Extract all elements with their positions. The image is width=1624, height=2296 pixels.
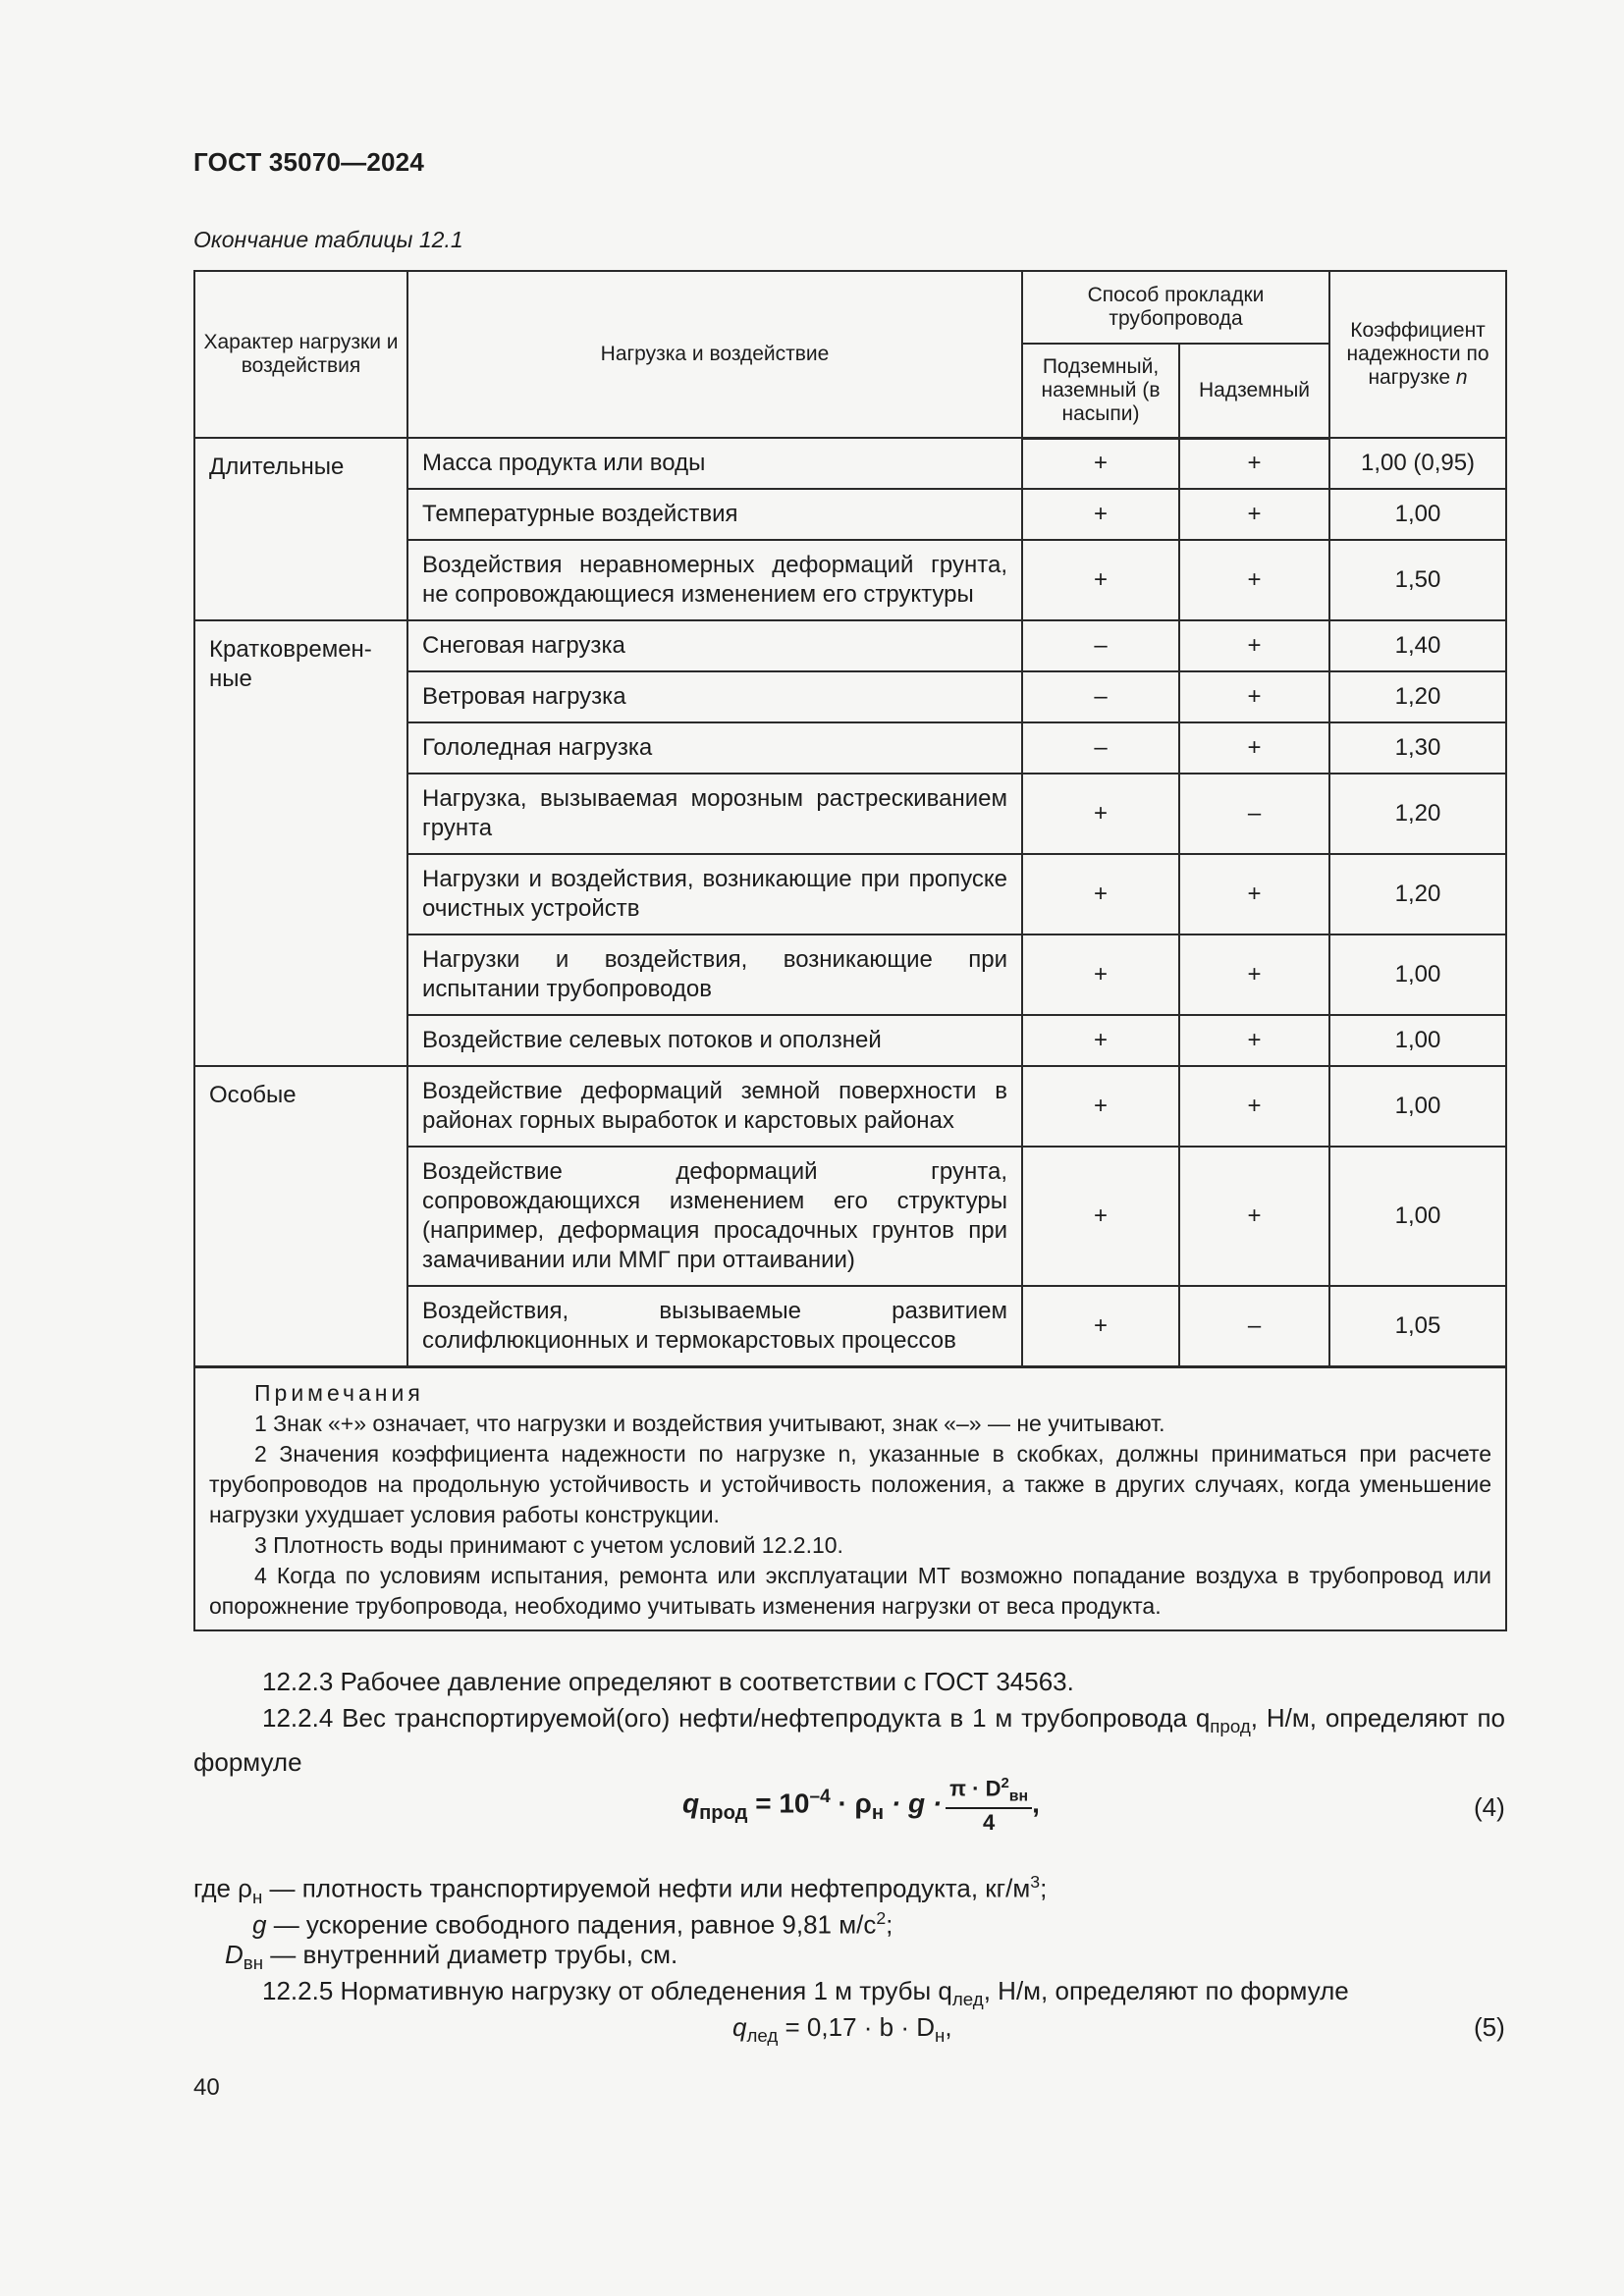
underground-mark: + <box>1022 1286 1179 1366</box>
aboveground-mark: + <box>1179 722 1329 774</box>
load-cell: Воздействие селевых потоков и оползней <box>407 1015 1022 1066</box>
variable-n: n <box>1455 366 1468 389</box>
fraction-denominator: 4 <box>983 1809 996 1835</box>
subscript: вн <box>243 1952 264 1974</box>
aboveground-mark: + <box>1179 934 1329 1015</box>
text-span: где ρ <box>193 1873 252 1903</box>
underground-mark: + <box>1022 438 1179 489</box>
fraction <box>946 1775 1032 1836</box>
header-character: Характер нагрузки и воздействия <box>194 271 407 438</box>
coefficient-value: 1,05 <box>1329 1286 1506 1366</box>
note-item: 2 Значения коэффициента надежности по нагрузке n, указанные в скобках, должны приниматься при расчете трубопроводов на продольную устойчивость и устойчивость положения, а также в других случаях, когда уменьшение нагрузки ухудшает условия работы конструкции. <box>209 1440 1492 1527</box>
aboveground-mark: + <box>1179 1015 1329 1066</box>
paragraph-12-2-5 <box>193 1973 1505 2017</box>
coefficient-value: 1,00 <box>1329 934 1506 1015</box>
text-span: 12.2.5 Нормативную нагрузку от обледенения 1 м трубы q <box>262 1976 952 2005</box>
paragraph-12-2-4 <box>193 1700 1505 1781</box>
aboveground-mark: + <box>1179 620 1329 671</box>
subscript: прод <box>699 1801 748 1824</box>
page-number: 40 <box>193 2074 220 2101</box>
text-span: — плотность транспортируемой нефти или нефтепродукта, кг/м <box>262 1873 1031 1903</box>
text-span: ; <box>886 1909 893 1940</box>
subscript: н <box>251 1886 263 1907</box>
superscript: 3 <box>1030 1872 1041 1892</box>
load-cell: Нагрузка, вызываемая морозным растрескиванием грунта <box>407 774 1022 854</box>
formula-text: , <box>945 2012 952 2042</box>
underground-mark: + <box>1022 854 1179 934</box>
superscript: 2 <box>1001 1775 1009 1791</box>
header-load: Нагрузка и воздействие <box>407 271 1022 438</box>
notes-title: Примечания <box>254 1379 424 1406</box>
aboveground-mark: – <box>1179 1286 1329 1366</box>
formula-symbol: q <box>732 2012 747 2042</box>
load-cell: Воздействие деформаций грунта, сопровождающихся изменением его структуры (например, деформация просадочных грунтов при замачивании или ММГ при оттаивании) <box>407 1147 1022 1286</box>
coefficient-value: 1,20 <box>1329 854 1506 934</box>
load-cell: Снеговая нагрузка <box>407 620 1022 671</box>
aboveground-mark: – <box>1179 774 1329 854</box>
header-coefficient: Коэффициент надежности по нагрузке n <box>1329 271 1506 438</box>
superscript: –4 <box>809 1786 831 1807</box>
formula-text: = 0,17 · b · D <box>778 2012 935 2042</box>
text-span: 12.2.4 Вес транспортируемой(ого) нефти/нефтепродукта в 1 м трубопровода q <box>262 1703 1211 1733</box>
formula-5 <box>732 2012 952 2047</box>
header-underground: Подземный, наземный (в насыпи) <box>1022 344 1179 438</box>
text-span: , Н/м, определяют по формуле <box>983 1976 1349 2005</box>
formula-text: · g · <box>884 1788 943 1819</box>
aboveground-mark: + <box>1179 489 1329 540</box>
document-header: ГОСТ 35070—2024 <box>193 147 424 177</box>
underground-mark: + <box>1022 1066 1179 1147</box>
formula-symbol: q <box>682 1788 700 1819</box>
category-long: Длительные <box>194 438 407 620</box>
formula-text: = 10 <box>747 1788 810 1819</box>
table-notes <box>194 1366 1506 1630</box>
text-span: — внутренний диаметр трубы, см. <box>263 1940 678 1969</box>
equation-number-5: (5) <box>1474 2012 1505 2042</box>
superscript: 2 <box>876 1908 887 1928</box>
aboveground-mark: + <box>1179 671 1329 722</box>
formula-text: π · D <box>949 1776 1001 1801</box>
category-short: Кратковремен-ные <box>194 620 407 1066</box>
note-item: 1 Знак «+» означает, что нагрузки и воздействия учитывают, знак «–» — не учитывают. <box>254 1410 1165 1436</box>
subscript: вн <box>1008 1788 1029 1805</box>
underground-mark: – <box>1022 671 1179 722</box>
formula-text: · ρ <box>830 1788 872 1819</box>
paragraph-12-2-3: 12.2.3 Рабочее давление определяют в соответствии с ГОСТ 34563. <box>262 1667 1074 1696</box>
coefficient-value: 1,00 <box>1329 1066 1506 1147</box>
text-span: , Н/м, определяют по формуле <box>193 1703 1505 1778</box>
note-item: 4 Когда по условиям испытания, ремонта или эксплуатации МТ возможно попадание воздуха в трубопровод или опорожнение трубопровода, необходимо учитывать изменения нагрузки от веса продукта. <box>209 1562 1492 1619</box>
underground-mark: + <box>1022 1147 1179 1286</box>
aboveground-mark: + <box>1179 854 1329 934</box>
load-cell: Масса продукта или воды <box>407 438 1022 489</box>
underground-mark: + <box>1022 934 1179 1015</box>
category-special: Особые <box>194 1066 407 1366</box>
table-caption: Окончание таблицы 12.1 <box>193 227 463 252</box>
load-cell: Воздействия неравномерных деформаций грунта, не сопровождающиеся изменением его структуры <box>407 540 1022 620</box>
header-aboveground: Надземный <box>1179 344 1329 438</box>
coefficient-value: 1,00 <box>1329 1015 1506 1066</box>
underground-mark: + <box>1022 1015 1179 1066</box>
load-cell: Ветровая нагрузка <box>407 671 1022 722</box>
equation-number-4: (4) <box>1474 1792 1505 1822</box>
subscript: н <box>934 2025 946 2047</box>
coefficient-value: 1,50 <box>1329 540 1506 620</box>
formula-4 <box>682 1775 1040 1836</box>
formula-symbol: D <box>225 1940 244 1969</box>
aboveground-mark: + <box>1179 540 1329 620</box>
coefficient-value: 1,00 <box>1329 489 1506 540</box>
underground-mark: + <box>1022 774 1179 854</box>
subscript: н <box>871 1801 885 1824</box>
coefficient-value: 1,00 <box>1329 1147 1506 1286</box>
coefficient-value: 1,20 <box>1329 774 1506 854</box>
header-method-group: Способ прокладки трубопровода <box>1022 271 1329 344</box>
underground-mark: + <box>1022 540 1179 620</box>
formula-text: , <box>1032 1788 1040 1819</box>
coefficient-value: 1,00 (0,95) <box>1329 438 1506 489</box>
subscript: прод <box>1210 1716 1251 1737</box>
coefficient-value: 1,30 <box>1329 722 1506 774</box>
underground-mark: – <box>1022 620 1179 671</box>
coefficient-value: 1,20 <box>1329 671 1506 722</box>
text-span: ; <box>1040 1873 1048 1903</box>
underground-mark: – <box>1022 722 1179 774</box>
load-cell: Воздействие деформаций земной поверхности в районах горных выработок и карстовых районах <box>407 1066 1022 1147</box>
underground-mark: + <box>1022 489 1179 540</box>
formula-symbol: g <box>252 1909 267 1940</box>
load-cell: Нагрузки и воздействия, возникающие при пропуске очистных устройств <box>407 854 1022 934</box>
reliability-coefficient-table <box>193 270 1507 1631</box>
text-span: — ускорение свободного падения, равное 9,81 м/с <box>266 1909 877 1940</box>
load-cell: Гололедная нагрузка <box>407 722 1022 774</box>
aboveground-mark: + <box>1179 1066 1329 1147</box>
fraction-numerator <box>946 1775 1032 1809</box>
subscript: лед <box>951 1989 984 2010</box>
coefficient-value: 1,40 <box>1329 620 1506 671</box>
load-cell: Воздействия, вызываемые развитием солифлюкционных и термокарстовых процессов <box>407 1286 1022 1366</box>
aboveground-mark: + <box>1179 1147 1329 1286</box>
note-item: 3 Плотность воды принимают с учетом условий 12.2.10. <box>254 1531 843 1558</box>
aboveground-mark: + <box>1179 438 1329 489</box>
load-cell: Нагрузки и воздействия, возникающие при испытании трубопроводов <box>407 934 1022 1015</box>
load-cell: Температурные воздействия <box>407 489 1022 540</box>
subscript: лед <box>746 2025 779 2047</box>
